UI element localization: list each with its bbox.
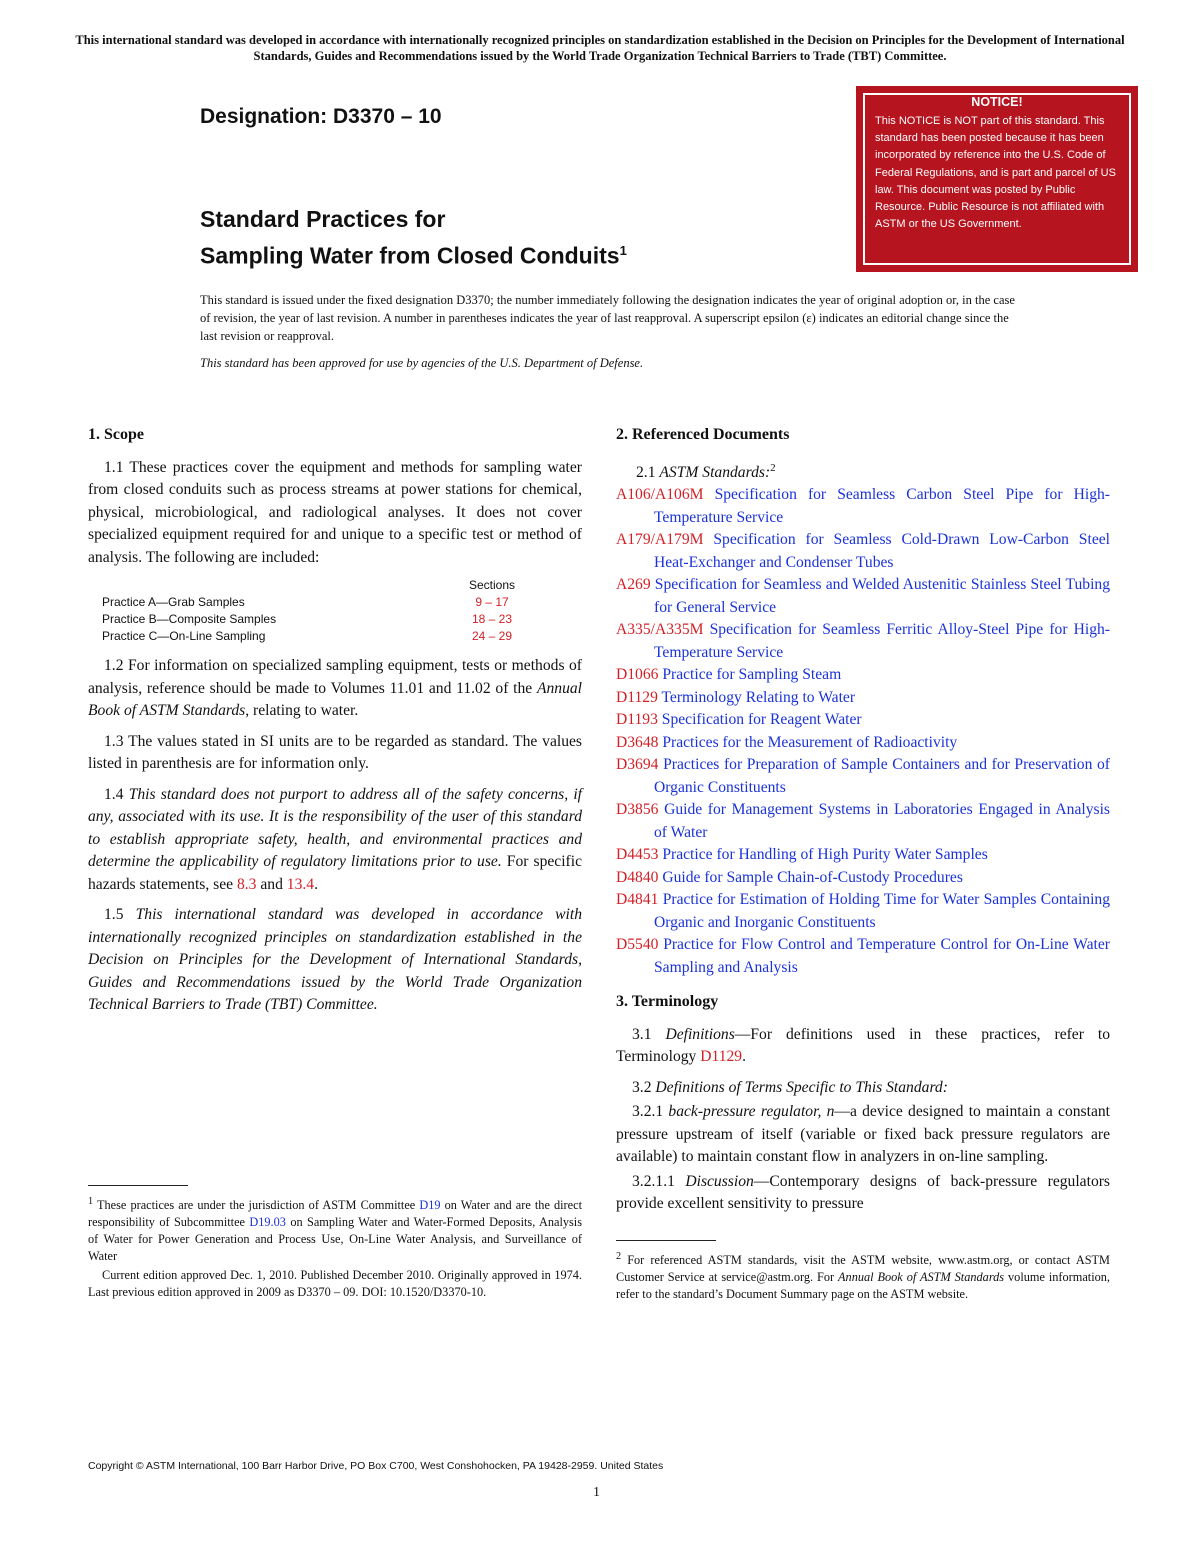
reference-code[interactable]: D1066 (616, 666, 659, 684)
referenced-docs-heading: 2. Referenced Documents (616, 426, 790, 443)
scope-1-4-num: 1.4 (104, 785, 129, 803)
reference-title[interactable]: Guide for Sample Chain-of-Custody Procedures (658, 868, 963, 886)
reference-code[interactable]: D5540 (616, 936, 659, 954)
reference-code[interactable]: D1129 (616, 688, 658, 706)
reference-item[interactable] (616, 934, 1110, 979)
ref-link-d1129[interactable]: D1129 (700, 1048, 743, 1066)
document-title (200, 204, 627, 272)
ref-link-13-4[interactable]: 13.4 (286, 875, 315, 893)
sections-row (102, 594, 582, 611)
terminology-3-1 (616, 1024, 1110, 1069)
reference-code[interactable]: D3856 (616, 801, 659, 819)
reference-title[interactable]: Practices for the Measurement of Radioactivity (658, 733, 958, 751)
sections-row (102, 611, 582, 628)
footnote-1-mark: 1 (88, 1196, 94, 1207)
reference-code[interactable]: D4840 (616, 868, 659, 886)
footnote-2-mark: 2 (616, 1251, 622, 1262)
reference-item[interactable] (616, 484, 1110, 529)
reference-code[interactable]: A179/A179M (616, 531, 704, 549)
sections-header: Sections (468, 578, 516, 592)
t32-num: 3.2 (632, 1078, 656, 1096)
reference-code[interactable]: D4841 (616, 891, 659, 909)
reference-item[interactable] (616, 619, 1110, 664)
reference-code[interactable]: D1193 (616, 711, 658, 729)
sections-row (102, 628, 582, 645)
title-line-2-text: Sampling Water from Closed Conduits (200, 242, 620, 269)
t3211-num: 3.2.1.1 (632, 1172, 686, 1190)
notice-stamp (856, 86, 1138, 272)
issue-note: This standard is issued under the fixed designation D3370; the number immediately following the designation indicates the year of original adoption or, in the case of revision, the year of last revision. A number in parentheses indicates the year of last reapproval. A superscript epsilon (ε) indicates an editorial change since the last revision or reapproval. (200, 293, 1015, 343)
left-column (88, 424, 582, 1025)
reference-title[interactable]: Guide for Management Systems in Laboratories Engaged in Analysis of Water (654, 801, 1110, 841)
t31-end: . (742, 1048, 747, 1066)
title-footnote-mark[interactable]: 1 (619, 243, 627, 258)
reference-code[interactable]: D4453 (616, 846, 659, 864)
reference-title[interactable]: Practice for Flow Control and Temperature Control for On-Line Water Sampling and Analysis (654, 936, 1110, 976)
ref-link-8-3[interactable]: 8.3 (236, 875, 257, 893)
notice-stamp-heading: NOTICE! (971, 95, 1023, 109)
reference-code[interactable]: A106/A106M (616, 486, 704, 504)
right-column (616, 424, 1110, 1224)
footnote-2-b: volume information, refer to the standard’s Document Summary page on the ASTM website. (616, 1270, 1110, 1302)
edition-note: Current edition approved Dec. 1, 2010. Published December 2010. Originally approved in 1974. Last previous edition approved in 2009 as D3370 – 09. DOI: 10.1520/D3370-10. (88, 1268, 582, 1300)
scope-1-4-end: . (314, 875, 318, 893)
astm-standards-mark: 2 (770, 461, 776, 474)
footnote-2 (616, 1248, 1110, 1303)
sections-table (102, 577, 582, 645)
scope-1-5-text: This international standard was developed in accordance with internationally recognized principles on standardization established in the Decision on Principles for the Development of International Standards, Guides and Recommendations issued by the World Trade Organization Technical Barriers to Trade (TBT) Committee. (88, 906, 583, 1013)
footnote-1 (88, 1193, 582, 1301)
reference-item[interactable] (616, 844, 1110, 867)
footnote-rule-right (616, 1240, 716, 1241)
reference-code[interactable]: A269 (616, 576, 651, 594)
astm-standards-label (616, 457, 1110, 485)
scope-1-5 (88, 904, 582, 1017)
reference-code[interactable]: D3648 (616, 733, 659, 751)
terminology-heading: 3. Terminology (616, 993, 719, 1011)
scope-1-2-text: 1.2 For information on specialized sampling equipment, tests or methods of analysis, reference should be made to Volumes 11.01 and 11.02 of the (88, 657, 582, 697)
title-line-1: Standard Practices for (200, 206, 446, 232)
scope-1-5-num: 1.5 (104, 906, 136, 923)
reference-item[interactable] (616, 889, 1110, 934)
reference-code[interactable]: A335/A335M (616, 621, 704, 639)
scope-1-2 (88, 655, 582, 723)
annual-book-title: Annual Book of ASTM Standards (88, 679, 582, 719)
reference-title[interactable]: Practice for Sampling Steam (658, 666, 842, 684)
footnote-1-c: on Sampling Water and Water-Formed Deposits, Analysis of Water for Power Generation and Process Use, On-Line Water Analysis, and Surveillance of Water (88, 1215, 582, 1264)
section-name: Practice A—Grab Samples (102, 595, 245, 609)
committee-link-d19[interactable]: D19 (419, 1198, 441, 1213)
t31-term: Definitions (665, 1025, 735, 1043)
reference-item[interactable] (616, 687, 1110, 710)
footnote-2-a: For referenced ASTM standards, visit the ASTM website, www.astm.org, or contact ASTM Customer Service at service@astm.org. For (616, 1253, 1110, 1285)
t31-num: 3.1 (632, 1025, 666, 1043)
t321-num: 3.2.1 (632, 1103, 669, 1121)
scope-1-4 (88, 784, 582, 897)
page-number: 1 (593, 1485, 600, 1500)
t32-label: Definitions of Terms Specific to This Standard: (655, 1078, 948, 1096)
reference-item[interactable] (616, 664, 1110, 687)
reference-title[interactable]: Specification for Seamless and Welded Austenitic Stainless Steel Tubing for General Service (650, 576, 1110, 616)
terminology-3-2-1 (616, 1101, 1110, 1169)
t31-text: —For definitions used in these practices, refer to Terminology (616, 1025, 1111, 1066)
scope-1-3: 1.3 The values stated in SI units are to be regarded as standard. The values listed in parenthesis are for information only. (88, 732, 582, 772)
title-line-2 (200, 235, 627, 272)
reference-code[interactable]: D3694 (616, 756, 659, 774)
designation: Designation: D3370 – 10 (200, 105, 442, 128)
astm-standards-text: ASTM Standards: (659, 463, 771, 481)
astm-standards-num: 2.1 (636, 463, 660, 481)
reference-title[interactable]: Specification for Seamless Cold-Drawn Low-Carbon Steel Heat-Exchanger and Condenser Tubes (654, 531, 1110, 571)
reference-item[interactable] (616, 529, 1110, 574)
terminology-3-2 (616, 1077, 1110, 1100)
reference-item[interactable] (616, 867, 1110, 890)
footnote-1-a: These practices are under the jurisdiction of ASTM Committee (93, 1198, 420, 1213)
terminology-3-2-1-1 (616, 1171, 1110, 1216)
reference-title[interactable]: Practice for Estimation of Holding Time for Water Samples Containing Organic and Inorganic Constituents (654, 891, 1110, 931)
scope-1-1: 1.1 These practices cover the equipment and methods for sampling water from closed conduits such as process streams at power stations for chemical, physical, microbiological, and radiological analyses. It does not cover specialized equipment required for and unique to a specific test or method of analysis. The following are included: (88, 458, 582, 566)
footnote-1-text (88, 1193, 582, 1265)
t3211-text: —Contemporary designs of back-pressure regulators provide excellent sensitivity to pressure (616, 1172, 1110, 1213)
section-range-link[interactable]: 18 – 23 (471, 612, 513, 626)
footnote-2-book: Annual Book of ASTM Standards (838, 1270, 1005, 1285)
section-name: Practice C—On-Line Sampling (102, 629, 266, 643)
scope-1-2-end: , relating to water. (245, 702, 359, 719)
t3211-term: Discussion (685, 1172, 754, 1190)
reference-item[interactable] (616, 754, 1110, 799)
scope-1-4-safety: This standard does not purport to address all of the safety concerns, if any, associated with its use. It is the responsibility of the user of this standard to establish appropriate safety, health, and environmental practices and determine the applicability of regulatory limitations prior to use. (88, 785, 582, 870)
section-range-link[interactable]: 24 – 29 (471, 629, 513, 643)
reference-title[interactable]: Practice for Handling of High Purity Water Samples (658, 846, 988, 864)
subcommittee-link-d19-03[interactable]: D19.03 (249, 1215, 286, 1230)
reference-item[interactable] (616, 799, 1110, 844)
scope-1-4-tail: For specific hazards statements, see (88, 853, 582, 893)
section-name: Practice B—Composite Samples (102, 612, 277, 626)
notice-stamp-border (863, 93, 1131, 265)
reference-item[interactable] (616, 709, 1110, 732)
top-notice: This international standard was developed in accordance with internationally recognized principles on standardization established in the Decision on Principles for the Development of International Standards, Guides and Recommendations issued by the World Trade Organization Technical Barriers to Trade (TBT) Committee. (75, 33, 1125, 63)
notice-stamp-text: This NOTICE is NOT part of this standard. This standard has been posted because it has been incorporated by reference into the U.S. Code of Federal Regulations, and is part and parcel of US law. This document was posted by Public Resource. Public Resource is not affiliated with ASTM or the US Government. (875, 115, 1116, 231)
footnote-rule-left (88, 1185, 188, 1186)
scope-1-4-and: and (256, 875, 287, 893)
reference-title[interactable]: Specification for Seamless Ferritic Alloy-Steel Pipe for High-Temperature Service (654, 621, 1110, 661)
t321-term: back-pressure regulator, n (668, 1103, 835, 1121)
reference-title[interactable]: Specification for Seamless Carbon Steel Pipe for High-Temperature Service (654, 486, 1110, 526)
reference-title[interactable]: Practices for Preparation of Sample Containers and for Preservation of Organic Constituents (654, 756, 1110, 796)
t321-text: —a device designed to maintain a constant pressure upstream of itself (variable or fixed back pressure regulators are available) to maintain constant flow in analyzers in on-line sampling. (616, 1103, 1110, 1166)
section-range-link[interactable]: 9 – 17 (475, 595, 509, 609)
scope-heading: 1. Scope (88, 426, 144, 443)
reference-title[interactable]: Specification for Reagent Water (657, 711, 862, 729)
reference-item[interactable] (616, 574, 1110, 619)
dod-approval-note: This standard has been approved for use by agencies of the U.S. Department of Defense. (200, 356, 644, 370)
copyright-line: Copyright © ASTM International, 100 Barr Harbor Drive, PO Box C700, West Conshohocken, PA 19428-2959. United States (88, 1460, 664, 1472)
reference-title[interactable]: Terminology Relating to Water (657, 688, 856, 706)
footnote-1-b: on Water and are the direct responsibility of Subcommittee (88, 1198, 582, 1230)
reference-item[interactable] (616, 732, 1110, 755)
